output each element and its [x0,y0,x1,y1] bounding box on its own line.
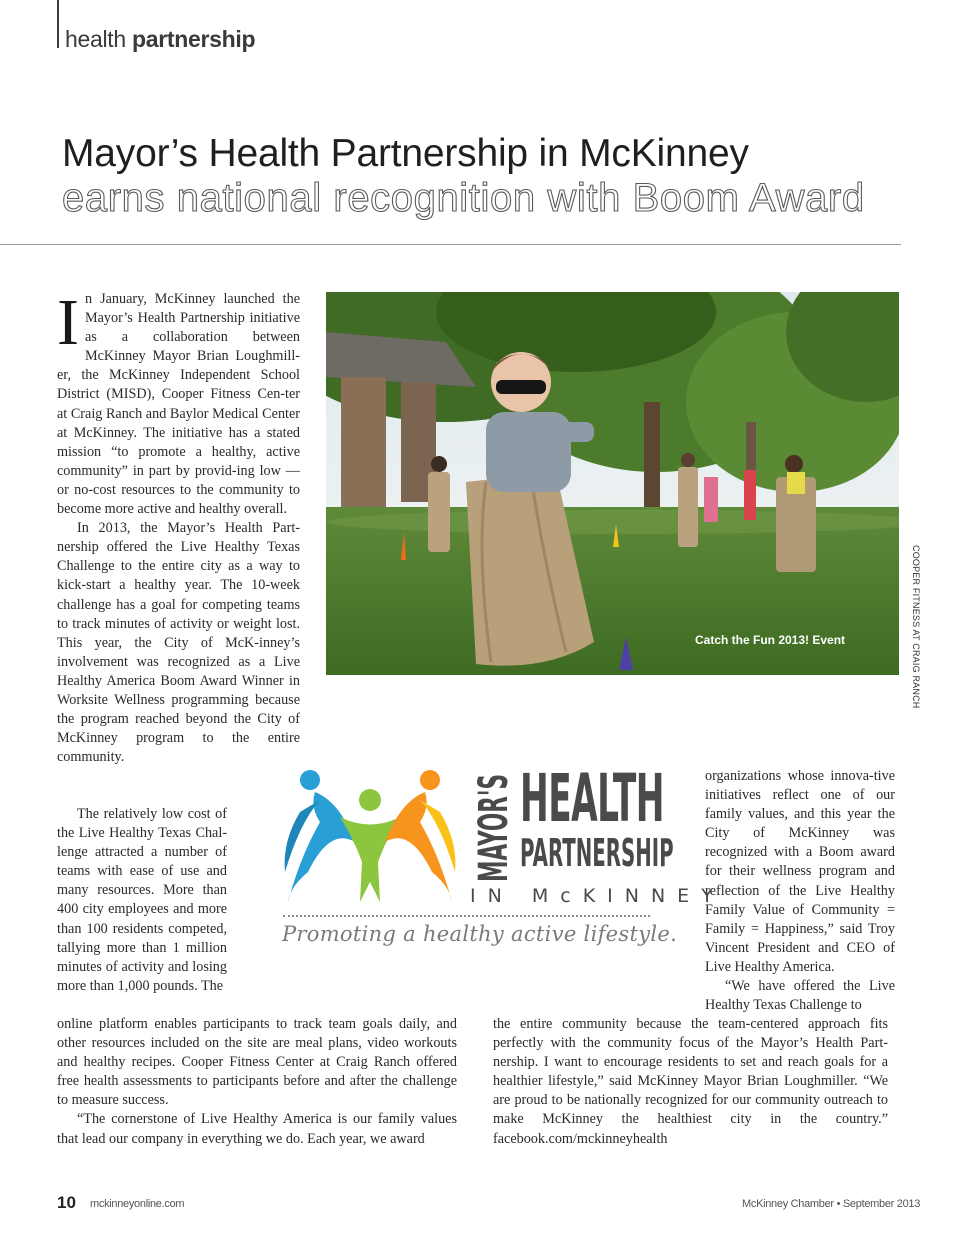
paragraph-2: In 2013, the Mayor’s Health Part-nership offered the Live Healthy Texas Challenge to the entire city as a way to kick-start a healthy year. The 10-week challenge has a goal for competing teams to track minutes of activity or weight lost. This year, the City of McK-inney’s involvement was recognized as a Live Healthy America Boom Award Winner in Worksite Wellness programming because the program reached beyond the City of McKinney program to the entire community. [57,520,300,766]
logo-in-mckinney: IN McKINNEY [470,885,725,907]
section-divider [57,0,59,48]
paragraph-6b: the entire community because the team-centered approach fits perfectly with the community focus of the Mayor’s Health Part-nership. I want to encourage residents to set and reach goals for a healthier lifestyle,” said McKinney Mayor Brian Loughmiller. “We are proud to be nationally recognized for our community outreach to make McKinney the healthiest city in the country.” facebook.com/mckinneyhealth [493,1016,888,1147]
article-headline: Mayor’s Health Partnership in McKinney [62,132,749,175]
article-column-left [57,286,300,767]
paragraph-intro [57,286,300,519]
paragraph-6a: “We have offered the Live Healthy Texas Challenge to [705,978,895,1014]
article-column-bottom-right [493,1015,888,1149]
footer-publication-name: McKinney Chamber [742,1198,834,1210]
section-label-light: health [65,26,126,52]
footer-publication [742,1198,920,1210]
logo-tagline: Promoting a healthy active lifestyle. [282,922,678,946]
event-photo-illustration [326,292,899,675]
article-column-mid [57,805,227,996]
logo-partnership-wordmark: PARTNERSHIP [520,831,674,875]
logo-health-wordmark: HEALTH [520,760,664,837]
paragraph-4: “The cornerstone of Live Healthy America is our family values that lead our company in everything we do. Each year, we award [57,1111,457,1147]
section-label [65,26,255,53]
drop-cap: I [57,286,79,359]
event-photo [326,292,899,675]
paragraph-5: organizations whose innova-tive initiatives reflect one of our family values, and this year the City of McKinney was recognized with a Boom award for their wellness program and reflection of the Live Healthy Family Value of Community = Family = Happiness,” said Troy Vincent President and CEO of Live Healthy America. [705,768,895,975]
article-subhead: earns national recognition with Boom Award [62,176,865,220]
article-column-right [705,767,895,1015]
photo-caption: Catch the Fun 2013! Event [695,633,846,647]
section-label-bold: partnership [131,26,256,52]
article-column-bottom-left [57,1015,457,1149]
footer-issue: September 2013 [842,1198,921,1210]
paragraph-3a: The relatively low cost of the Live Healthy Texas Chal-lenge attracted a number of teams with ease of use and many resources. More than 400 city employees and more than 100 residents competed, tallying more than 1 million minutes of activity and losing more than 1,000 pounds. The [57,806,227,994]
logo-mayors-wordmark [463,772,515,882]
footer-website: mckinneyonline.com [90,1198,185,1210]
title-divider [0,244,901,245]
paragraph-3b: online platform enables participants to track team goals daily, and other resources included on the site are meal plans, video workouts and healthy recipes. Cooper Fitness Center at Craig Ranch offered free health assessments to participants before and after the challenge to measure success. [57,1016,457,1109]
logo-mayors-text: MAYOR'S [471,772,515,882]
page-number: 10 [57,1193,76,1212]
logo-dotted-divider [283,915,650,917]
logo-figures-icon [280,762,460,912]
footer-separator: • [836,1198,841,1210]
photo-credit: COOPER FITNESS AT CRAIG RANCH [911,545,921,709]
paragraph-1-text: n January, McKinney launched the Mayor’s Health Partnership initiative as a collaboration between McKinney Mayor Brian Loughmill-er, the McKinney Independent School District (MISD), Cooper Fitness Cen-ter at Craig Ranch and Baylor Medical Center at McKinney. The initiative has a stated mission “to promote a healthy, active community” in part by provid-ing low — or no-cost resources to the community to become more active and healthy overall. [57,291,300,518]
